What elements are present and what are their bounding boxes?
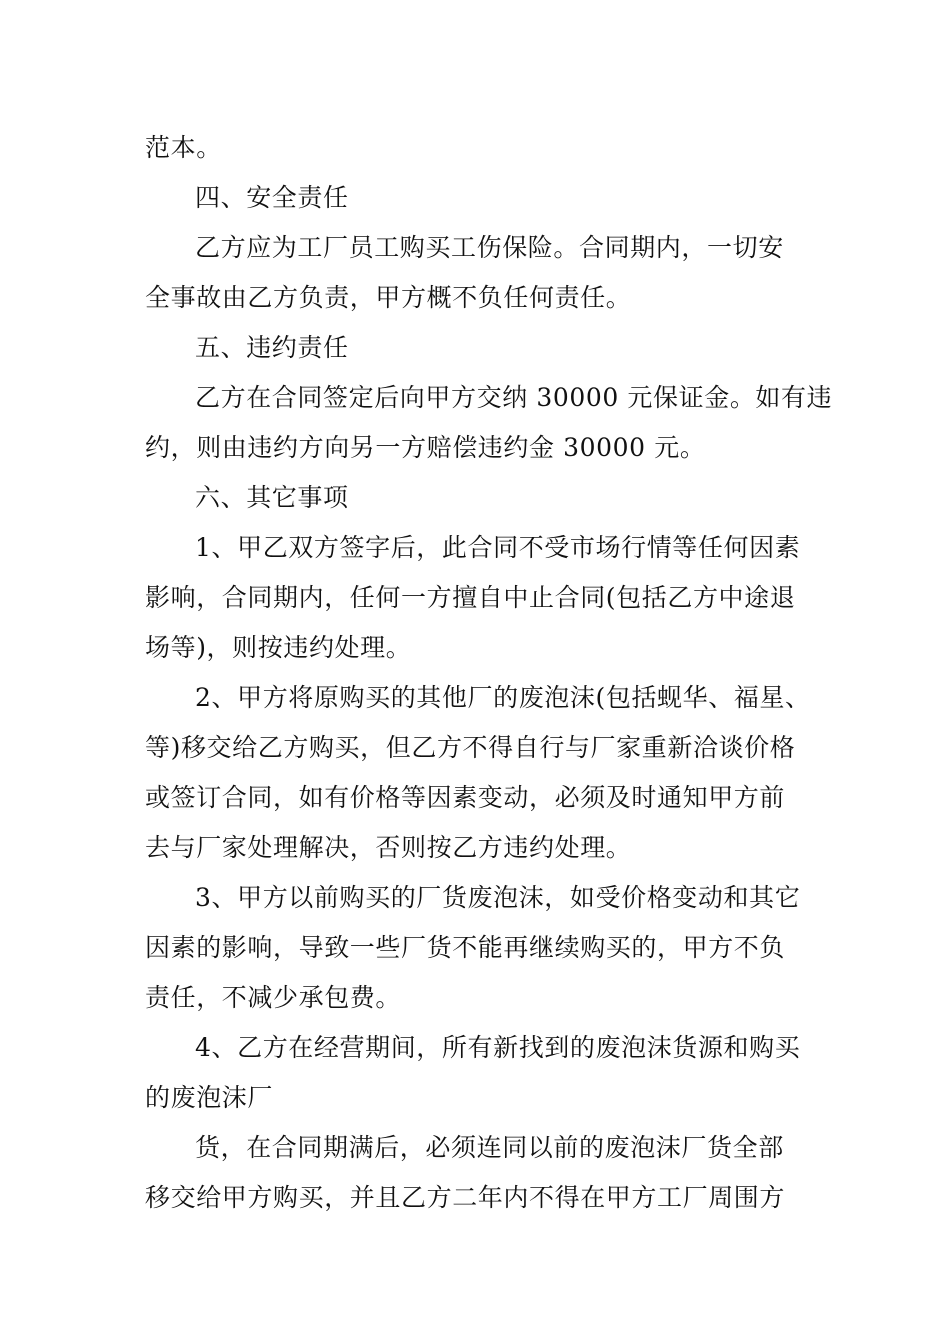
text-line-19: 4、乙方在经营期间，所有新找到的废泡沫货源和购买 xyxy=(195,1033,801,1062)
section-heading-breach: 五、违约责任 xyxy=(195,333,349,362)
text-line-6: 乙方在合同签定后向甲方交纳 30000 元保证金。如有违 xyxy=(195,383,833,412)
text-line-18: 责任，不减少承包费。 xyxy=(145,983,402,1012)
text-line-20: 的废泡沫厂 xyxy=(145,1083,274,1112)
text-line-14: 或签订合同，如有价格等因素变动，必须及时通知甲方前 xyxy=(145,783,786,812)
text-line-10: 影响，合同期内，任何一方擅自中止合同(包括乙方中途退 xyxy=(145,583,796,612)
text-line-3: 乙方应为工厂员工购买工伤保险。合同期内，一切安 xyxy=(195,233,784,262)
text-line-21: 货，在合同期满后，必须连同以前的废泡沫厂货全部 xyxy=(195,1133,784,1162)
text-line-4: 全事故由乙方负责，甲方概不负任何责任。 xyxy=(145,283,632,312)
text-line-13: 等)移交给乙方购买，但乙方不得自行与厂家重新洽谈价格 xyxy=(145,733,796,762)
text-line-17: 因素的影响，导致一些厂货不能再继续购买的，甲方不负 xyxy=(145,933,786,962)
text-line-22: 移交给甲方购买，并且乙方二年内不得在甲方工厂周围方 xyxy=(145,1183,786,1212)
text-line-7: 约，则由违约方向另一方赔偿违约金 30000 元。 xyxy=(145,433,706,462)
text-line-11: 场等)，则按违约处理。 xyxy=(145,633,412,662)
text-line-15: 去与厂家处理解决，否则按乙方违约处理。 xyxy=(145,833,632,862)
text-line-12: 2、甲方将原购买的其他厂的废泡沫(包括蚬华、福星、 xyxy=(195,683,811,712)
text-line-9: 1、甲乙双方签字后，此合同不受市场行情等任何因素 xyxy=(195,533,801,562)
text-line-1: 范本。 xyxy=(145,133,222,162)
section-heading-safety: 四、安全责任 xyxy=(195,183,349,212)
text-line-16: 3、甲方以前购买的厂货废泡沫，如受价格变动和其它 xyxy=(195,883,801,912)
section-heading-other: 六、其它事项 xyxy=(195,483,349,512)
